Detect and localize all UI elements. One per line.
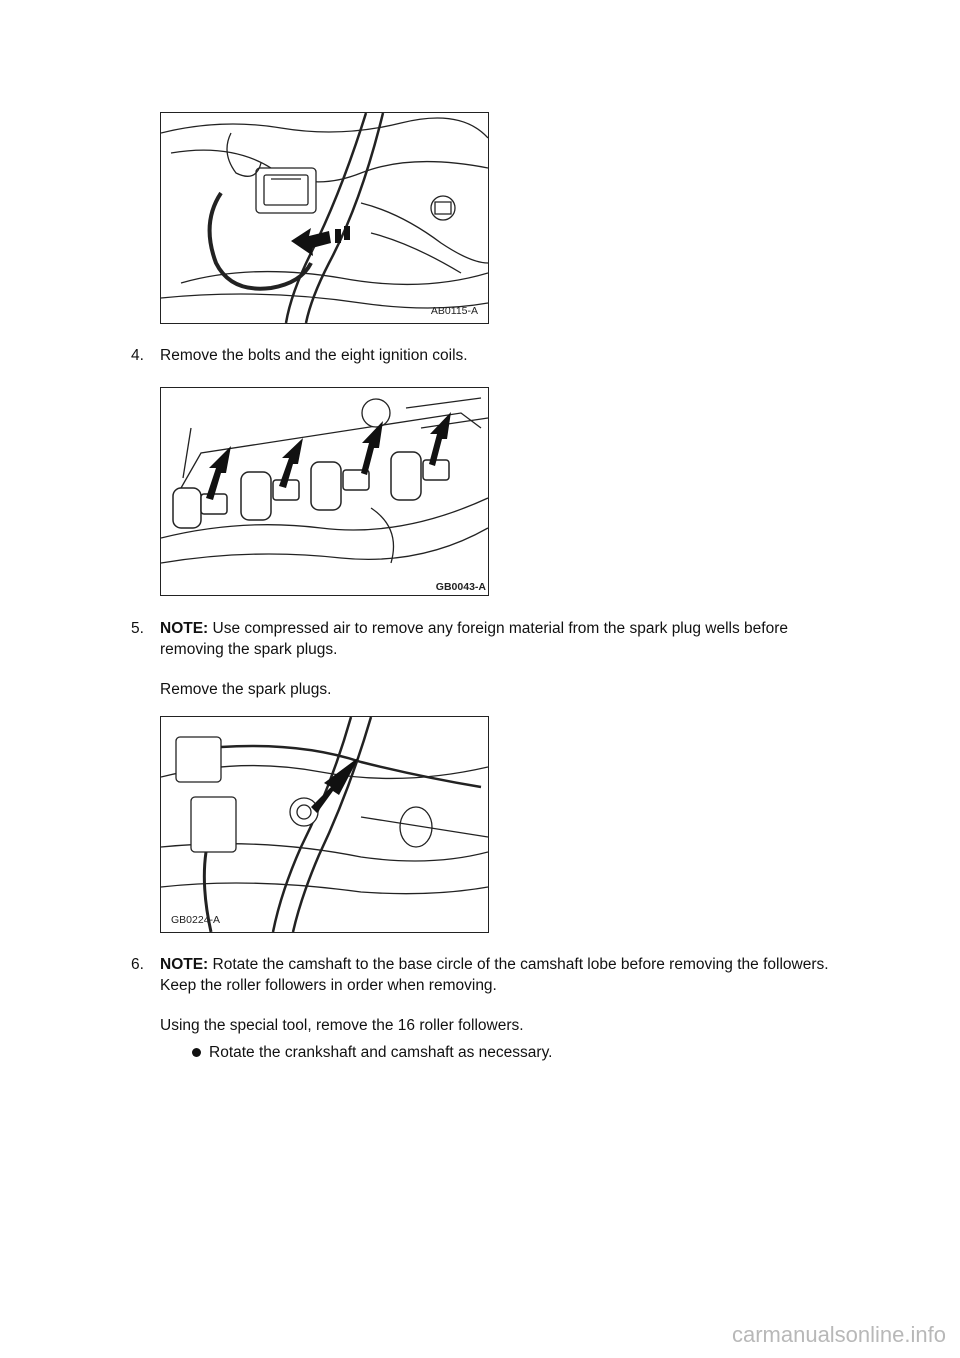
- ignition-coils-illustration: [161, 388, 488, 595]
- connector-illustration: [161, 113, 488, 323]
- figure-gb0043: [160, 387, 489, 596]
- note-label: NOTE:: [160, 620, 209, 637]
- note-text: Use compressed air to remove any foreign material from the spark plug wells before removing the spark plugs.: [160, 620, 789, 658]
- spark-plug-illustration: [161, 717, 488, 932]
- step-body: [160, 618, 840, 700]
- bullet-dot: [192, 1048, 201, 1057]
- step-number: 4.: [131, 347, 144, 364]
- step-note: [160, 618, 840, 660]
- step-5: [131, 618, 851, 708]
- step-number: 5.: [131, 620, 144, 637]
- figure-label: AB0115-A: [430, 305, 478, 317]
- bullet-item: [192, 1042, 692, 1064]
- step-text: Remove the bolts and the eight ignition coils.: [160, 347, 468, 364]
- bullet-text: Rotate the crankshaft and camshaft as necessary.: [209, 1044, 553, 1061]
- step-note: [160, 954, 840, 996]
- figure-label: GB0224-A: [171, 914, 221, 926]
- step-action: Using the special tool, remove the 16 roller followers.: [160, 1017, 524, 1034]
- watermark: carmanualsonline.info: [731, 1322, 946, 1347]
- step-action: Remove the spark plugs.: [160, 681, 332, 698]
- figure-ab0115: [160, 112, 489, 324]
- note-label: NOTE:: [160, 956, 209, 973]
- note-text: Rotate the camshaft to the base circle of the camshaft lobe before removing the followers. Keep the roller followers in order when removing.: [160, 956, 829, 994]
- figure-label: GB0043-A: [435, 581, 486, 593]
- figure-gb0224: [160, 716, 489, 933]
- step-4: [131, 345, 851, 367]
- step-body: [160, 954, 840, 1036]
- step-number: 6.: [131, 956, 144, 973]
